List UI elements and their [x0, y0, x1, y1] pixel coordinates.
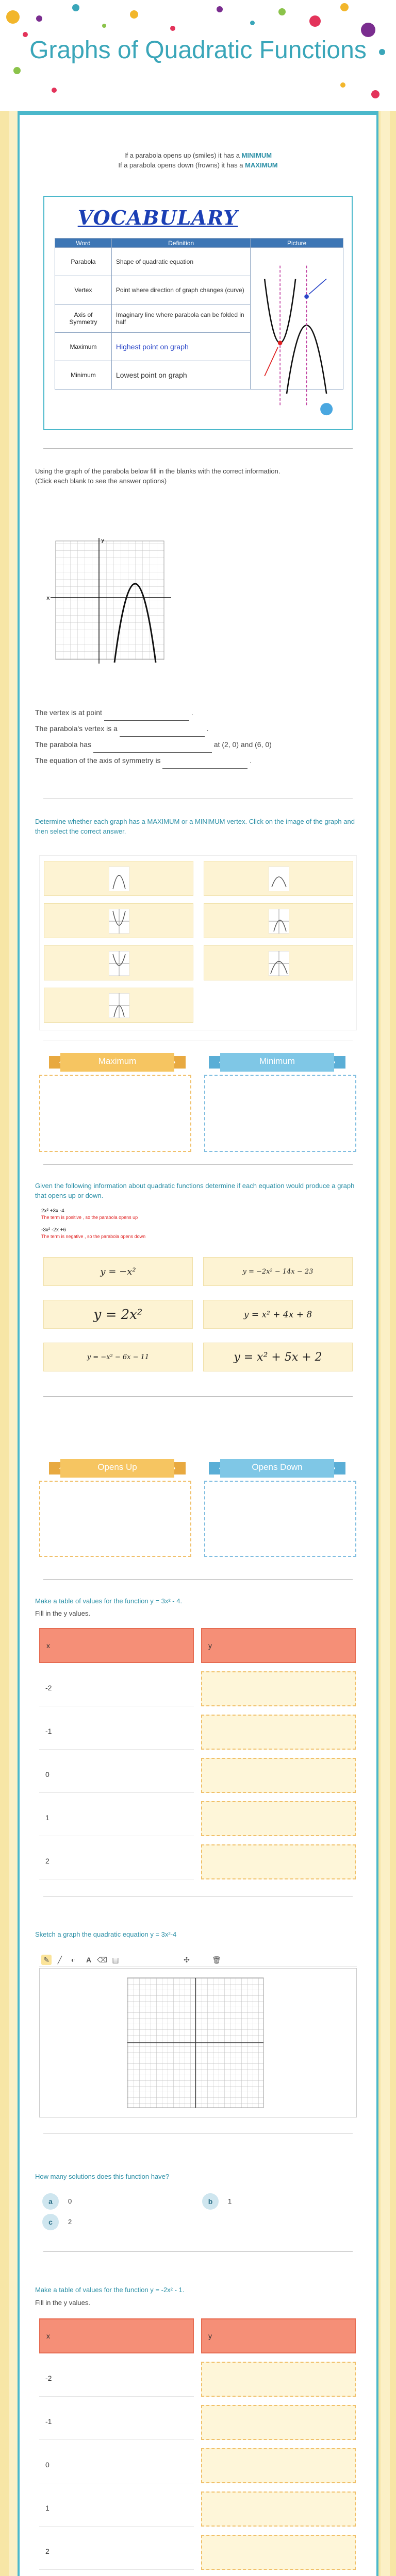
blank-line-2: The parabola's vertex is a [35, 724, 118, 733]
sort1-instruction: Determine whether each graph has a MAXIMUM or a MINIMUM vertex. Click on the image of the graph and then select the correct answer. [35, 818, 355, 835]
table2-x-cell [39, 2362, 194, 2397]
graph-thumb-icon [109, 993, 129, 1018]
example2-note: The term is negative , so the parabola opens down [41, 1234, 146, 1239]
table1-x-cell [39, 1844, 194, 1879]
vocab-def: Point where direction of graph changes (curve) [111, 276, 250, 304]
graph-card[interactable] [44, 988, 193, 1023]
graph-thumb-icon [109, 867, 129, 891]
confetti-dot [340, 82, 345, 88]
blank-line-4: The equation of the axis of symmetry is [35, 756, 161, 765]
divider [43, 1579, 353, 1580]
sort2-examples [41, 1208, 248, 1239]
table2-sub: Fill in the y values. [35, 2299, 90, 2307]
opens-down-bin-label: Opens Down [252, 1462, 303, 1472]
maximum-bin-label: Maximum [98, 1056, 137, 1066]
blanks-instruction [35, 466, 355, 486]
coordinate-grid-image [122, 1973, 267, 2113]
table2-prompt: Make a table of values for the function y = -2x² - 1. [35, 2286, 185, 2294]
vocab-word: Vertex [55, 276, 112, 304]
graph-thumb-icon [109, 951, 129, 976]
table1-x-cell [39, 1715, 194, 1750]
intro-maximum: MAXIMUM [245, 161, 278, 169]
confetti-dot [361, 23, 375, 37]
table2-x-value: -2 [45, 2374, 52, 2382]
blank-line-3-suffix: at (2, 0) and (6, 0) [213, 740, 272, 749]
table2-y-input[interactable] [201, 2448, 356, 2483]
svg-text:y: y [101, 537, 105, 544]
blanks-lines: The vertex is at point . The parabola's vertex is a . The parabola has at (2, 0) and (6, 0) The equation of the axis of symmetry is . [35, 705, 355, 769]
graph-card[interactable] [204, 903, 353, 938]
mc1-option-a[interactable] [42, 2193, 187, 2210]
table1-x-value: -2 [45, 1684, 52, 1692]
sort2-instruction: Given the following information about quadratic functions determine if each equation would produce a graph that opens up or down. [35, 1182, 355, 1199]
vocab-title: VOCABULARY [77, 206, 238, 229]
table2-header-x-label: x [46, 2332, 50, 2340]
confetti-dot [278, 8, 286, 15]
example2-eq: -3x² -2x +6 [41, 1227, 67, 1233]
table1-x-value: 0 [45, 1770, 50, 1778]
blanks-instruction-text: Using the graph of the parabola below fill in the blanks with the correct information. [35, 467, 280, 475]
maximum-drop-zone[interactable] [39, 1075, 191, 1152]
confetti-dot [6, 10, 20, 24]
graph-card[interactable] [204, 861, 353, 896]
vocab-word: Axis of Symmetry [55, 304, 112, 333]
table2-y-input[interactable] [201, 2362, 356, 2397]
vocab-header-word: Word [55, 239, 112, 248]
table1-y-input[interactable] [201, 1758, 356, 1793]
graph-card[interactable] [44, 903, 193, 938]
table2-x-value: -1 [45, 2417, 52, 2426]
table1-y-input[interactable] [201, 1671, 356, 1706]
table2-header-y-label: y [208, 2332, 212, 2340]
zeros-blank[interactable] [93, 745, 212, 753]
graph1-canvas[interactable] [39, 1968, 357, 2117]
equation-card[interactable]: y = −x² [43, 1257, 193, 1286]
equation-card[interactable]: y = x² + 4x + 8 [203, 1300, 353, 1329]
table1-x-value: 2 [45, 1857, 50, 1865]
table2-x-cell [39, 2448, 194, 2483]
table1-x-value: -1 [45, 1727, 52, 1735]
drawing-toolbar [39, 1952, 357, 1967]
option-text: 1 [228, 2197, 232, 2205]
table1-x-cell [39, 1801, 194, 1836]
table1-y-input[interactable] [201, 1844, 356, 1879]
graph-card[interactable] [204, 945, 353, 980]
vocab-word: Maximum [55, 333, 112, 361]
confetti-dot [130, 10, 138, 19]
blanks-hint: (Click each blank to see the answer options) [35, 477, 167, 485]
intro-line2: If a parabola opens down (frowns) it has a [118, 161, 243, 169]
graph1-prompt: Sketch a graph the quadratic equation y = 3x²-4 [35, 1930, 177, 1938]
opens-up-drop-zone[interactable] [39, 1481, 191, 1557]
vocab-word: Parabola [55, 248, 112, 276]
image-tool-icon[interactable]: ▤ [112, 1956, 119, 1964]
table1-header-x-label: x [46, 1641, 50, 1650]
table1-prompt: Make a table of values for the function y = 3x² - 4. [35, 1597, 183, 1605]
blank-line-3: The parabola has [35, 740, 91, 749]
minimum-bin-label: Minimum [259, 1056, 295, 1066]
option-badge: b [202, 2193, 219, 2210]
table2-header-x [39, 2318, 194, 2353]
line-tool-icon[interactable]: ╱ [57, 1956, 62, 1964]
table1-x-cell [39, 1758, 194, 1793]
equation-card[interactable]: y = −x² − 6x − 11 [43, 1343, 193, 1371]
table1-y-input[interactable] [201, 1801, 356, 1836]
table2-x-cell [39, 2492, 194, 2527]
vocab-word: Minimum [55, 361, 112, 389]
header-banner [0, 0, 396, 111]
option-text: 0 [68, 2197, 72, 2205]
mc1-prompt: How many solutions does this function have? [35, 2173, 170, 2180]
trash-icon[interactable]: 🗑 [212, 1956, 221, 1964]
divider [43, 448, 353, 449]
highlighter-tool-icon[interactable]: ◐ [71, 1956, 76, 1964]
table2-x-value: 0 [45, 2461, 50, 2469]
confetti-dot [371, 90, 380, 98]
example1-note: The term is positive , so the parabola opens up [41, 1215, 138, 1220]
sort2-card-area [39, 1247, 357, 1386]
option-badge: a [42, 2193, 59, 2210]
option-text: 2 [68, 2218, 72, 2226]
intro-line1: If a parabola opens up (smiles) it has a [124, 151, 240, 159]
sheet-top-bar [20, 111, 376, 115]
option-badge: c [42, 2214, 59, 2230]
confetti-dot [170, 26, 175, 31]
confetti-dot [340, 3, 349, 11]
graph-thumb-icon [109, 909, 129, 934]
mc1-option-b[interactable] [202, 2193, 346, 2210]
text-tool-icon[interactable]: A [86, 1956, 92, 1964]
sort1-card-area [39, 855, 357, 1030]
intro-text [43, 150, 353, 170]
confetti-dot [36, 15, 42, 22]
table1-x-value: 1 [45, 1814, 50, 1822]
table2-x-value: 2 [45, 2547, 50, 2555]
confetti-dot [102, 24, 106, 28]
divider [43, 1164, 353, 1165]
move-tool-icon[interactable]: ✣ [184, 1956, 190, 1964]
confetti-dot [309, 15, 321, 27]
example1-eq: 2x² +3x -4 [41, 1208, 64, 1214]
axis-symmetry-blank[interactable] [162, 761, 248, 769]
table2-x-cell [39, 2405, 194, 2440]
equation-card[interactable]: y = 2x² [43, 1300, 193, 1329]
table2-y-input[interactable] [201, 2405, 356, 2440]
svg-text:x: x [46, 595, 50, 601]
divider [43, 1396, 353, 1397]
minimum-drop-zone[interactable] [204, 1075, 356, 1152]
table2-y-input[interactable] [201, 2492, 356, 2527]
equation-card[interactable]: y = −2x² − 14x − 23 [203, 1257, 353, 1286]
equation-card[interactable]: y = x² + 5x + 2 [203, 1343, 353, 1371]
divider [43, 2251, 353, 2252]
opens-down-drop-zone[interactable] [204, 1481, 356, 1557]
vocab-def: Imaginary line where parabola can be folded in half [111, 304, 250, 333]
vocab-header-definition: Definition [111, 239, 250, 248]
eraser-tool-icon[interactable]: ⌫ [97, 1956, 107, 1964]
pencil-tool-icon[interactable]: ✎ [41, 1955, 52, 1965]
confetti-dot [250, 21, 255, 25]
vocab-def: Lowest point on graph [111, 361, 250, 389]
table1-header-x [39, 1628, 194, 1663]
table1-header-y [201, 1628, 356, 1663]
table2-header-y [201, 2318, 356, 2353]
graph-thumb-icon [269, 867, 289, 891]
mc1-option-c[interactable] [42, 2214, 187, 2230]
table2-x-value: 1 [45, 2504, 50, 2512]
table2-y-input[interactable] [201, 2535, 356, 2570]
table1-x-cell [39, 1671, 194, 1706]
graph-thumb-icon [269, 909, 289, 934]
table1-sub: Fill in the y values. [35, 1609, 90, 1617]
intro-minimum: MINIMUM [241, 151, 272, 159]
confetti-dot [13, 67, 21, 74]
opens-up-bin-label: Opens Up [97, 1462, 137, 1472]
table1-header-y-label: y [208, 1641, 212, 1650]
graph-card[interactable] [44, 945, 193, 980]
parabola-picture-icon [256, 248, 333, 429]
table2-x-cell [39, 2535, 194, 2570]
table1-y-input[interactable] [201, 1715, 356, 1750]
vocabulary-image [43, 196, 353, 430]
blank-line-1: The vertex is at point [35, 708, 102, 717]
confetti-dot [217, 6, 223, 12]
graph-card[interactable] [44, 861, 193, 896]
vertex-point-blank[interactable] [104, 714, 189, 721]
vocab-def: Highest point on graph [111, 333, 250, 361]
confetti-dot [72, 4, 79, 11]
page-title: Graphs of Quadratic Functions [29, 37, 367, 64]
vertex-type-blank[interactable] [120, 730, 205, 737]
confetti-dot [52, 88, 57, 93]
vocab-def: Shape of quadratic equation [111, 248, 250, 276]
graph-thumb-icon [269, 951, 289, 976]
parabola-graph-image [41, 536, 196, 670]
vocab-header-picture: Picture [251, 239, 343, 248]
